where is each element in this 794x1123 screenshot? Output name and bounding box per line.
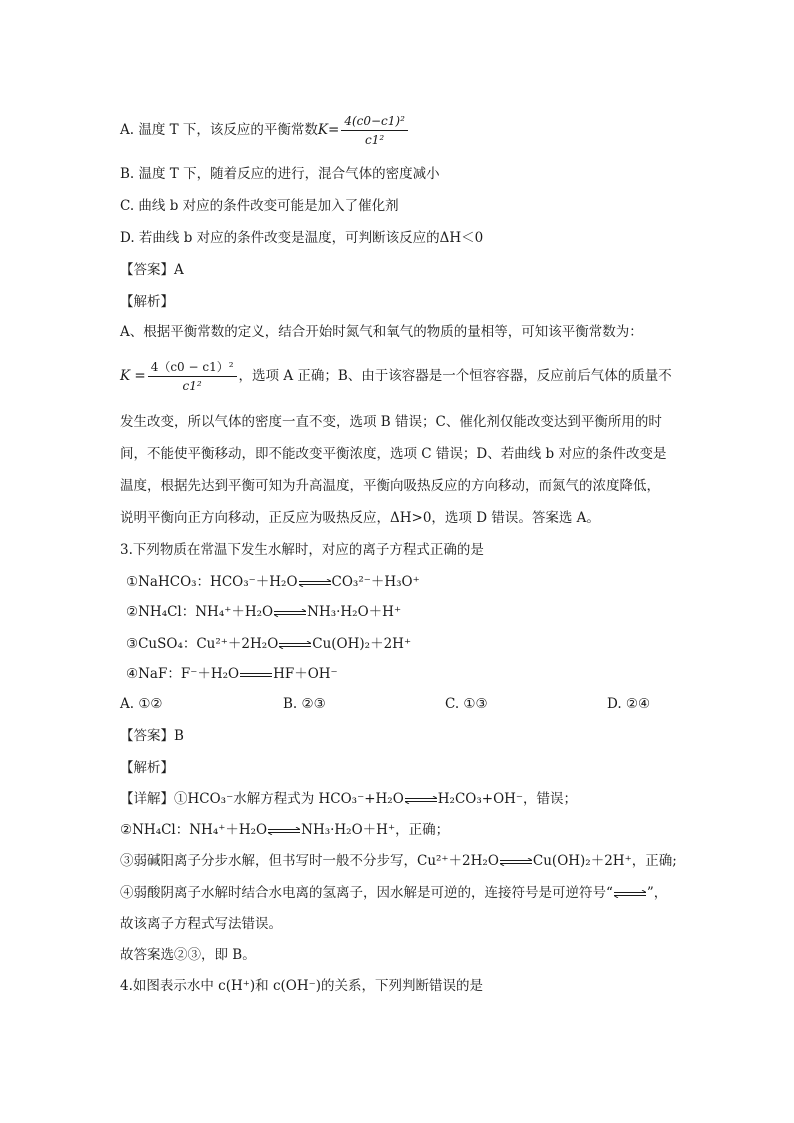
q2-option-a-k: K= bbox=[317, 122, 340, 138]
q3-detail-1: 【详解】①HCO₃⁻水解方程式为 HCO₃⁻+H₂O H₂CO₃+OH⁻，错误； bbox=[120, 791, 578, 807]
equilibrium-arrow-icon bbox=[268, 827, 300, 835]
q3-choice-b: B. ②③ bbox=[283, 696, 326, 712]
q4-stem: 4.如图表示水中 c(H⁺)和 c(OH⁻)的关系，下列判断错误的是 bbox=[120, 978, 484, 994]
q2-analysis-line1: A、根据平衡常数的定义，结合开始时氮气和氧气的物质的量相等，可知该平衡常数为： bbox=[120, 324, 643, 340]
q3-detail-3: ③弱碱阳离子分步水解，但书写时一般不分步写，Cu²⁺＋2H₂O Cu(OH)₂＋2H⁺，正确; bbox=[120, 853, 677, 869]
q3-equation-1: ①NaHCO₃：HCO₃⁻＋H₂O CO₃²⁻＋H₃O⁺ bbox=[126, 574, 420, 590]
q3-analysis-title: 【解析】 bbox=[120, 760, 174, 776]
q2-analysis-line3: 发生改变，所以气体的密度一直不变，选项 B 错误；C、催化剂仅能改变达到平衡所用的时 bbox=[120, 414, 662, 430]
q3-equation-3: ③CuSO₄：Cu²⁺＋2H₂O Cu(OH)₂＋2H⁺ bbox=[126, 636, 412, 652]
q2-answer: 【答案】A bbox=[120, 262, 184, 278]
equilibrium-arrow-icon bbox=[274, 609, 306, 617]
q3-detail-4: ④弱酸阴离子水解时结合水电离的氢离子，因水解是可逆的，连接符号是可逆符号“ ”， bbox=[120, 885, 668, 901]
equilibrium-arrow-icon bbox=[279, 641, 311, 649]
equals-double-line-icon bbox=[240, 671, 272, 679]
q2-option-b: B. 温度 T 下，随着反应的进行，混合气体的密度减小 bbox=[120, 166, 440, 182]
q2-analysis-title: 【解析】 bbox=[120, 294, 174, 310]
q3-equation-4: ④NaF：F⁻＋H₂O HF＋OH⁻ bbox=[126, 666, 338, 682]
equilibrium-arrow-icon bbox=[614, 890, 646, 898]
q2-option-a-fraction: $\frac{\text{4(c0−c1)²}}{\text{c1²}}$ bbox=[341, 112, 408, 149]
q3-answer: 【答案】B bbox=[120, 728, 184, 744]
q2-analysis-line4: 间，不能使平衡移动，即不能改变平衡浓度，选项 C 错误；D、若曲线 b 对应的条件改变是 bbox=[120, 446, 667, 462]
q3-conclusion: 故答案选②③，即 B。 bbox=[120, 947, 256, 963]
q3-detail-2: ②NH₄Cl：NH₄⁺＋H₂O NH₃·H₂O＋H⁺，正确； bbox=[120, 822, 450, 838]
q2-analysis-formula-line bbox=[120, 358, 672, 395]
q3-choice-a: A. ①② bbox=[120, 696, 163, 712]
q2-analysis-k: K = bbox=[120, 368, 146, 384]
q3-equation-2: ②NH₄Cl：NH₄⁺＋H₂O NH₃·H₂O＋H⁺ bbox=[126, 604, 402, 620]
q3-stem: 3.下列物质在常温下发生水解时，对应的离子方程式正确的是 bbox=[120, 542, 484, 558]
q2-option-c: C. 曲线 b 对应的条件改变可能是加入了催化剂 bbox=[120, 198, 399, 214]
equilibrium-arrow-icon bbox=[299, 579, 331, 587]
q3-choice-c: C. ①③ bbox=[445, 696, 488, 712]
q3-choice-d: D. ②④ bbox=[607, 696, 651, 712]
q2-analysis-line5: 温度，根据先达到平衡可知为升高温度，平衡向吸热反应的方向移动，而氮气的浓度降低， bbox=[120, 478, 660, 494]
q2-analysis-fraction: $\frac{\text{4（c0 − c1）²}}{\text{c1²}}$ bbox=[148, 358, 237, 395]
q2-option-a-text: A. 温度 T 下，该反应的平衡常数 bbox=[120, 122, 318, 138]
q2-option-a bbox=[120, 112, 410, 149]
equilibrium-arrow-icon bbox=[500, 858, 532, 866]
q3-detail-5: 故该离子方程式写法错误。 bbox=[120, 916, 282, 932]
equilibrium-arrow-icon bbox=[405, 796, 437, 804]
q2-option-d: D. 若曲线 b 对应的条件改变是温度，可判断该反应的ΔH＜0 bbox=[120, 230, 484, 246]
q2-analysis-line2: ，选项 A 正确；B、由于该容器是一个恒容容器，反应前后气体的质量不 bbox=[238, 368, 672, 384]
q2-analysis-line6: 说明平衡向正方向移动，正反应为吸热反应，ΔH>0，选项 D 错误。答案选 A。 bbox=[120, 510, 600, 526]
